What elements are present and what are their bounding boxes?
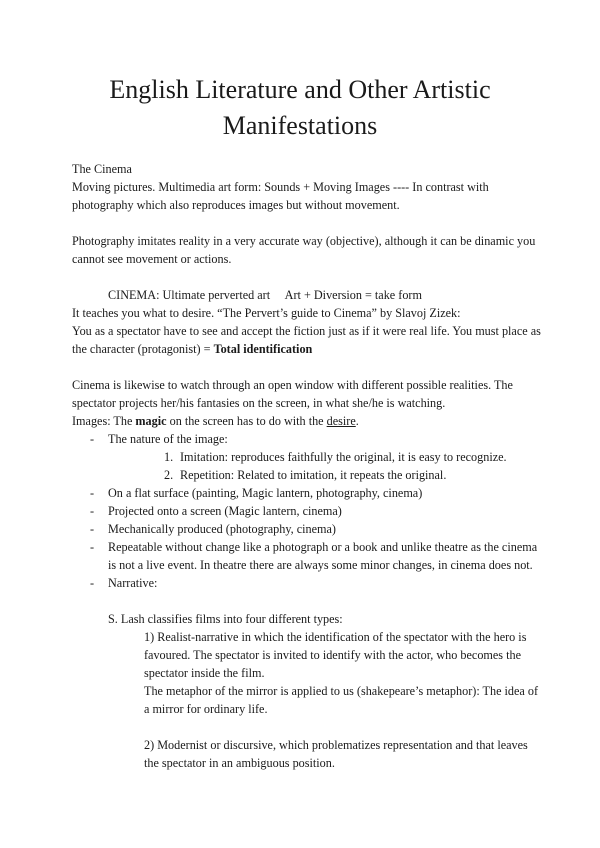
paragraph-pervert-guide: It teaches you what to desire. “The Pervert’s guide to Cinema” by Slavoj Zizek: [72,306,461,320]
total-identification-bold: Total identification [213,342,313,356]
paragraph-photography: Photography imitates reality in a very accurate way (objective), although it can be dinamic you cannot see movement or actions. [72,234,536,266]
lash-classification-intro: S. Lash classifies films into four different types: [108,612,343,626]
list-item: - Projected onto a screen (Magic lantern, cinema) [72,502,542,520]
paragraph-moving-pictures: Moving pictures. Multimedia art form: Sounds + Moving Images ---- In contrast with photography which also reproduces images but without movement. [72,180,489,212]
title-line-2: Manifestations [222,111,378,140]
list-item: - Narrative: [72,574,542,592]
list-item: - On a flat surface (painting, Magic lantern, photography, cinema) [72,484,542,502]
numbered-sublist [108,448,542,484]
paragraph-open-window: Cinema is likewise to watch through an open window with different possible realities. The spectator projects her/his fantasies on the screen, in what she/he is watching. [72,378,513,410]
film-type-realist: 1) Realist-narrative in which the identification of the spectator with the hero is favoured. The spectator is invited to identify with the actor, who becomes the spectator inside the film. [144,630,527,680]
title-line-1: English Literature and Other Artistic [109,75,491,104]
characteristics-list [72,430,542,592]
section-heading-cinema: The Cinema [72,162,132,176]
list-item: - Repeatable without change like a photograph or a book and unlike theatre as the cinema is not a live event. In theatre there are always some minor changes, in cinema does not. [72,538,542,574]
paragraph-spectator-identification: You as a spectator have to see and accept the fiction just as if it were real life. You must place as the character (protagonist) = Total identification [72,324,541,356]
paragraph-images-magic: Images: The magic on the screen has to do with the desire. [72,414,359,428]
document-title [0,72,600,144]
magic-bold: magic [135,414,167,428]
sublist-item: 1. Imitation: reproduces faithfully the original, it is easy to recognize. [164,450,507,464]
list-item: - The nature of the image: 1. Imitation: reproduces faithfully the original, it is easy to recognize. 2. Repetition: Related to imitation, it repeats the original. [72,430,542,484]
film-type-realist-mirror: The metaphor of the mirror is applied to us (shakepeare’s metaphor): The idea of a mirror for ordinary life. [144,684,539,716]
cinema-definition-line: CINEMA: Ultimate perverted art Art + Diversion = take form [108,288,422,302]
document-body [72,160,542,772]
film-type-modernist: 2) Modernist or discursive, which problematizes representation and that leaves the spectator in an ambiguous position. [144,738,528,770]
sublist-item: 2. Repetition: Related to imitation, it repeats the original. [164,468,447,482]
list-item: - Mechanically produced (photography, cinema) [72,520,542,538]
desire-underlined: desire [326,414,356,428]
